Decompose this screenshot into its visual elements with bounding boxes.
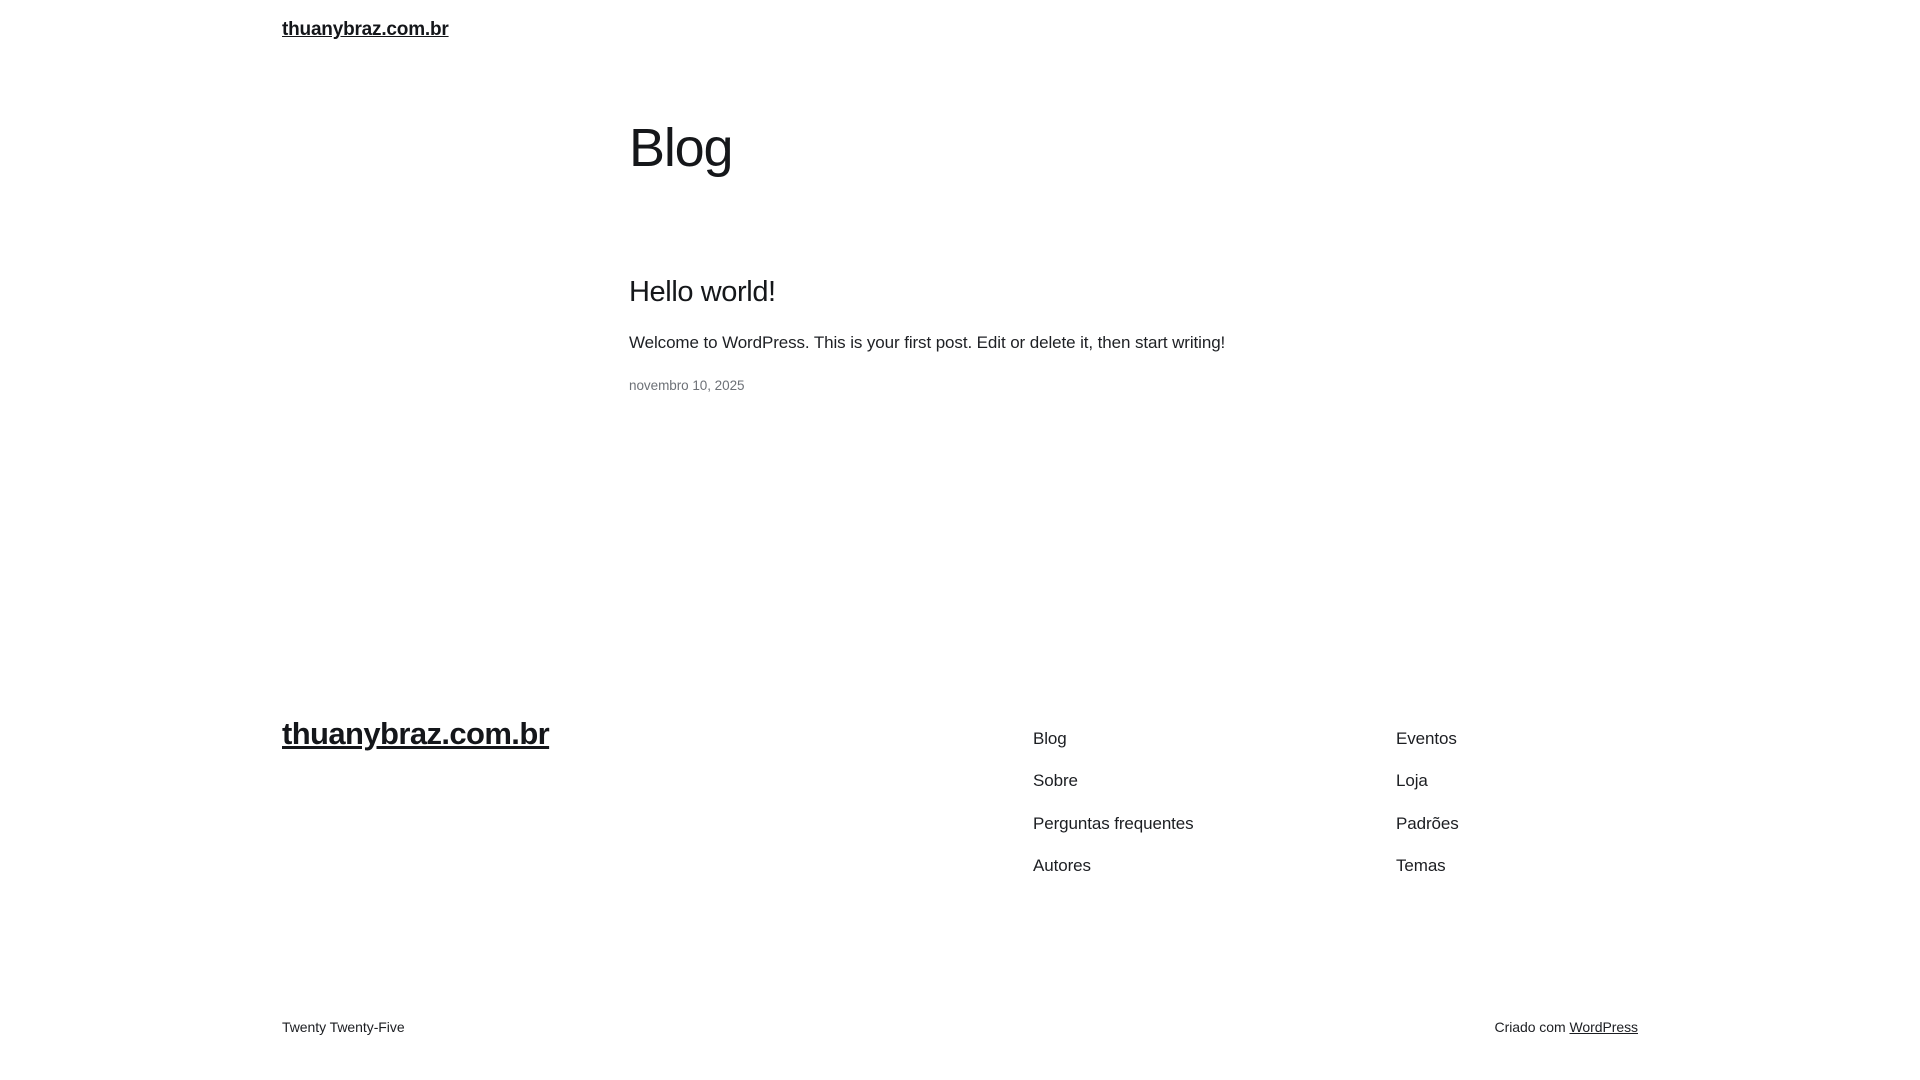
site-title-link[interactable]: thuanybraz.com.br (282, 19, 449, 40)
footer-top (282, 715, 1638, 877)
page-title: Blog (629, 118, 733, 178)
site-footer (282, 715, 1638, 877)
footer-link-loja[interactable]: Loja (1396, 771, 1428, 791)
footer-credit-prefix: Criado com (1494, 1019, 1570, 1035)
post-date: novembro 10, 2025 (629, 377, 745, 393)
site-header (282, 18, 449, 43)
theme-name: Twenty Twenty-Five (282, 1019, 405, 1035)
post-title-link[interactable]: Hello world! (629, 275, 776, 308)
footer-link-temas[interactable]: Temas (1396, 856, 1446, 876)
footer-link-eventos[interactable]: Eventos (1396, 729, 1457, 748)
footer-link-autores[interactable]: Autores (1033, 856, 1091, 876)
main-content (629, 120, 1669, 393)
footer-navigation (1033, 715, 1576, 877)
footer-brand-link[interactable]: thuanybraz.com.br (282, 716, 550, 751)
footer-bottom (282, 1019, 1638, 1035)
footer-nav-column-1 (1033, 729, 1213, 877)
post-item (629, 275, 1669, 393)
footer-link-padroes[interactable]: Padrões (1396, 813, 1459, 833)
footer-link-perguntas-frequentes[interactable]: Perguntas frequentes (1033, 813, 1194, 833)
footer-nav-column-2 (1396, 729, 1576, 877)
footer-link-sobre[interactable]: Sobre (1033, 771, 1078, 791)
post-title (629, 275, 1669, 310)
footer-link-blog[interactable]: Blog (1033, 729, 1067, 748)
wordpress-link[interactable]: WordPress (1569, 1019, 1638, 1035)
post-excerpt: Welcome to WordPress. This is your first post. Edit or delete it, then start writing! (629, 333, 1226, 353)
footer-credit (1495, 1019, 1638, 1035)
